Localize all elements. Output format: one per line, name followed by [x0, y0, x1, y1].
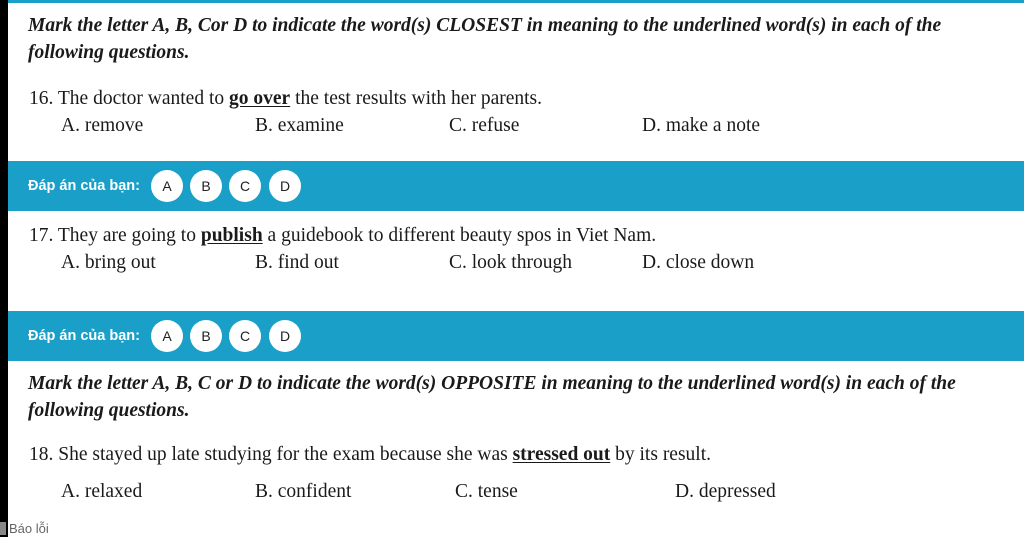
section-instruction-closest: Mark the letter A, B, Cor D to indicate the word(s) CLOSEST in meaning to the underlined word(s) in each of the following questions. — [28, 15, 942, 63]
question-text-post: a guidebook to different beauty spos in Viet Nam. — [262, 225, 657, 246]
answer-choice-b[interactable]: B — [190, 320, 222, 352]
underlined-phrase: publish — [200, 225, 263, 246]
option-c: C. refuse — [449, 115, 520, 136]
underlined-phrase: stressed out — [512, 444, 611, 465]
answer-bar-q16 — [8, 161, 1024, 211]
option-b: B. find out — [255, 252, 339, 273]
option-d: D. depressed — [675, 481, 776, 502]
answer-label: Đáp án của bạn: — [28, 178, 140, 194]
report-error-label: Báo lỗi — [9, 521, 49, 536]
option-a: A. remove — [61, 115, 144, 136]
option-b: B. examine — [255, 115, 344, 136]
underlined-phrase: go over — [229, 88, 291, 109]
question-text-pre: 16. The doctor wanted to — [29, 88, 230, 109]
option-b: B. confident — [255, 481, 352, 502]
answer-choice-c[interactable]: C — [229, 170, 261, 202]
answer-choice-b[interactable]: B — [190, 170, 222, 202]
option-d: D. close down — [642, 252, 755, 273]
section-instruction-opposite: Mark the letter A, B, C or D to indicate the word(s) OPPOSITE in meaning to the underlined word(s) in each of the following questions. — [28, 373, 956, 421]
answer-bar-q17 — [8, 311, 1024, 361]
option-c: C. look through — [449, 252, 572, 273]
answer-choice-a[interactable]: A — [151, 170, 183, 202]
answer-choice-a[interactable]: A — [151, 320, 183, 352]
question-text-pre: 18. She stayed up late studying for the exam because she was — [29, 444, 513, 465]
option-c: C. tense — [455, 481, 518, 502]
answer-choice-d[interactable]: D — [269, 170, 301, 202]
option-a: A. relaxed — [61, 481, 143, 502]
question-17 — [29, 224, 656, 248]
answer-choice-d[interactable]: D — [269, 320, 301, 352]
flag-icon — [0, 522, 6, 535]
question-16 — [29, 87, 542, 111]
report-error-link[interactable] — [0, 521, 49, 537]
question-text-post: by its result. — [610, 444, 712, 465]
question-text-pre: 17. They are going to — [29, 225, 201, 246]
window-left-edge — [0, 0, 8, 537]
option-a: A. bring out — [61, 252, 156, 273]
quiz-page — [8, 0, 1024, 537]
question-18 — [29, 443, 711, 467]
answer-label: Đáp án của bạn: — [28, 328, 140, 344]
top-accent-bar — [8, 0, 1024, 3]
question-text-post: the test results with her parents. — [290, 88, 543, 109]
answer-choice-c[interactable]: C — [229, 320, 261, 352]
option-d: D. make a note — [642, 115, 761, 136]
